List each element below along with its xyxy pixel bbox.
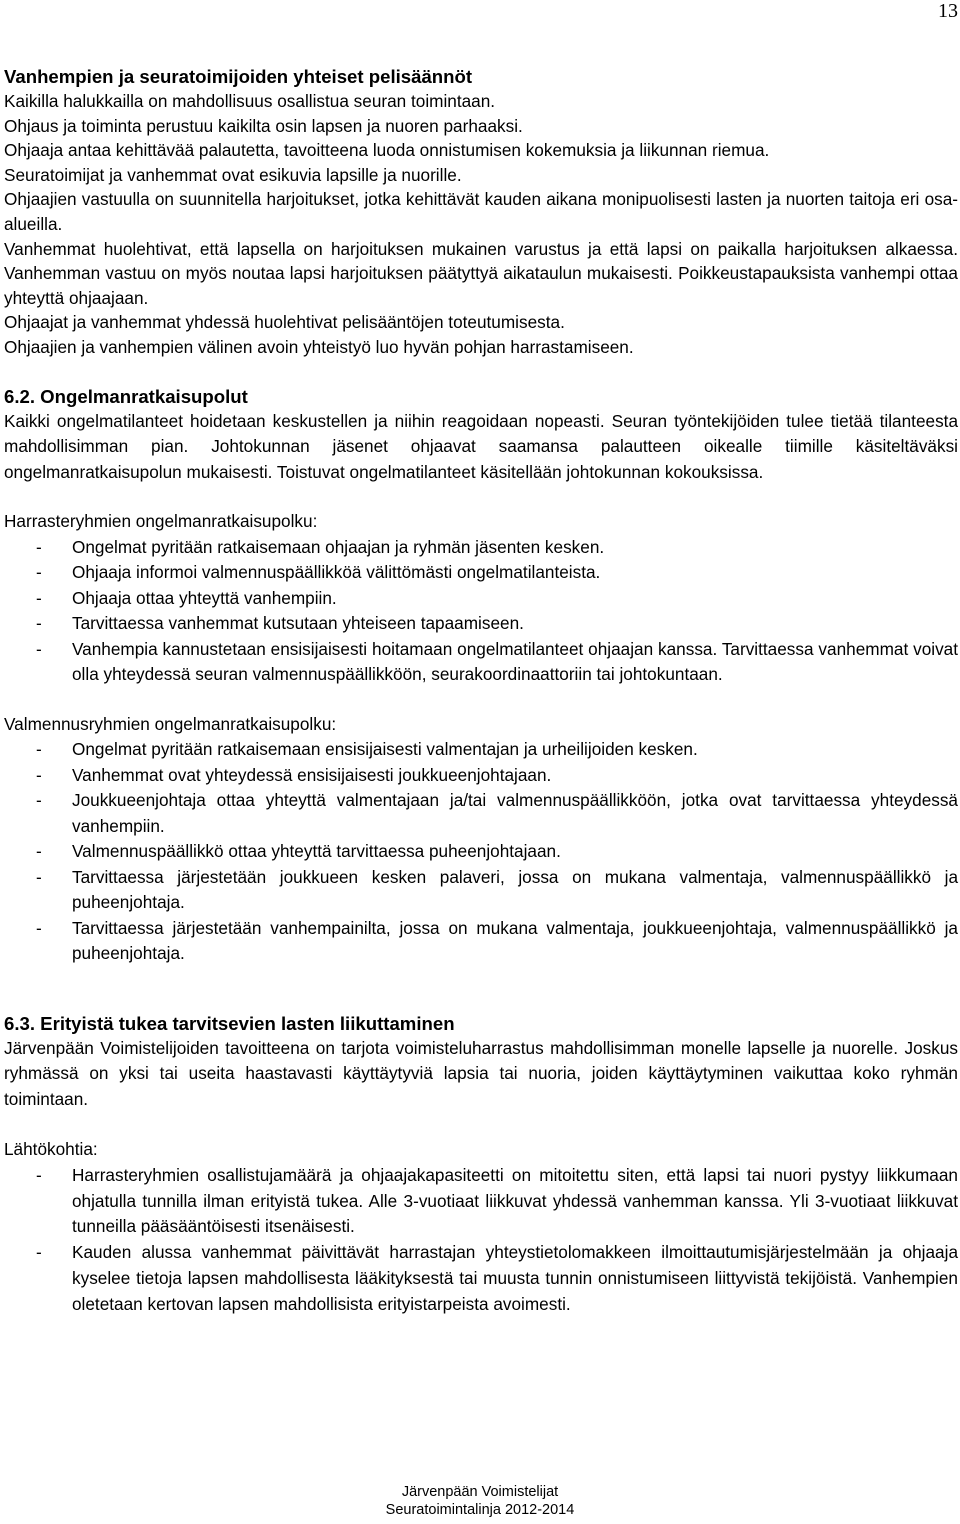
section-heading: Vanhempien ja seuratoimijoiden yhteiset pelisäännöt: [4, 66, 473, 87]
dash-list: [4, 737, 958, 967]
document-body: [4, 64, 958, 1318]
section-6-2: [4, 384, 958, 967]
list-item: - Harrasteryhmien osallistujamäärä ja ohjaajakapasiteetti on mitoitettu siten, että lapsi tai nuori pystyy liikkumaan ohjatulla tunnilla ilman erityistä tukea. Alle 3-vuotiaat liikkuvat yhdessä vanhemman kanssa. Yli 3-vuotiaat liikkuvat tunneilla pääsääntöisesti itsenäisesti.: [4, 1163, 958, 1240]
paragraph-line: Ohjaaja antaa kehittävää palautetta, tavoitteena luoda onnistumisen kokemuksia ja liikunnan riemua.: [4, 140, 770, 161]
list-item: - Tarvittaessa järjestetään vanhempainilta, jossa on mukana valmentaja, joukkueenjohtaja, valmennuspäällikkö ja puheenjohtaja.: [4, 916, 958, 967]
paragraph-line: Ohjaajien vastuulla on suunnitella harjoitukset, jotka kehittävät kauden aikana monipuolisesti lasten ja nuorten taitoja eri osa-alueilla.: [4, 189, 958, 234]
section-heading: 6.2. Ongelmanratkaisupolut: [4, 385, 248, 407]
footer-organization: Järvenpään Voimistelijat: [401, 1484, 559, 1500]
list-item: - Tarvittaessa vanhemmat kutsutaan yhteiseen tapaamiseen.: [4, 611, 958, 637]
list-item: - Ongelmat pyritään ratkaisemaan ensisijaisesti valmentajan ja urheilijoiden kesken.: [4, 737, 958, 763]
page-footer: [0, 1483, 960, 1519]
section-shared-rules: [4, 64, 958, 360]
list-item: - Ongelmat pyritään ratkaisemaan ohjaajan ja ryhmän jäsenten kesken.: [4, 535, 958, 561]
footer-document-title: Seuratoimintalinja 2012-2014: [385, 1502, 575, 1518]
list-item: - Joukkueenjohtaja ottaa yhteyttä valmentajaan ja/tai valmennuspäällikköön, jotka ovat tarvittaessa yhteydessä vanhempiin.: [4, 788, 958, 839]
list-item: - Ohjaaja informoi valmennuspäällikköä välittömästi ongelmatilanteista.: [4, 560, 958, 586]
page-number: 13: [938, 0, 958, 22]
list-item: - Vanhemmat ovat yhteydessä ensisijaisesti joukkueenjohtajaan.: [4, 763, 958, 789]
paragraph-line: Kaikilla halukkailla on mahdollisuus osallistua seuran toimintaan.: [4, 91, 496, 111]
list-item: - Valmennuspäällikkö ottaa yhteyttä tarvittaessa puheenjohtajaan.: [4, 839, 958, 865]
paragraph-line: Seuratoimijat ja vanhemmat ovat esikuvia lapsille ja nuorille.: [4, 164, 462, 185]
paragraph-line: Ohjaajien ja vanhempien välinen avoin yhteistyö luo hyvän pohjan harrastamiseen.: [4, 336, 634, 357]
section-heading: 6.3. Erityistä tukea tarvitsevien lasten liikuttaminen: [4, 1012, 455, 1034]
paragraph-line: Ohjaajat ja vanhemmat yhdessä huolehtivat pelisääntöjen toteutumisesta.: [4, 312, 565, 333]
list-label: Valmennusryhmien ongelmanratkaisupolku:: [4, 713, 337, 734]
dash-list: [4, 1163, 958, 1318]
paragraph-line: Vanhemmat huolehtivat, että lapsella on harjoituksen mukainen varustus ja että lapsi on paikalla harjoituksen alkaessa. Vanhemman vastuu on myös noutaa lapsi harjoituksen päätyttyä aikataulun mukaisesti. Poikkeustapauksista vanhempi ottaa yhteyttä ohjaajaan.: [4, 238, 958, 308]
list-label: Harrasteryhmien ongelmanratkaisupolku:: [4, 511, 318, 532]
list-label: Lähtökohtia:: [4, 1138, 98, 1159]
paragraph: Kaikki ongelmatilanteet hoidetaan keskustellen ja niihin reagoidaan nopeasti. Seuran työntekijöiden tulee tietää tilanteesta mahdollisimman pian. Johtokunnan jäsenet ohjaavat saamansa palautteen oikealle tiimille käsiteltäväksi ongelmanratkaisupolun mukaisesti. Toistuvat ongelmatilanteet käsitellään johtokunnan kokouksissa.: [4, 410, 958, 482]
dash-list: [4, 535, 958, 688]
paragraph: Järvenpään Voimistelijoiden tavoitteena on tarjota voimisteluharrastus mahdollisimman monelle lapselle ja nuorelle. Joskus ryhmässä on yksi tai useita haastavasti käyttäytyviä lapsia tai nuoria, joiden käyttäytyminen vaikuttaa koko ryhmän toimintaan.: [4, 1037, 958, 1110]
list-item: - Tarvittaessa järjestetään joukkueen kesken palaveri, jossa on mukana valmentaja, valmennuspäällikkö ja puheenjohtaja.: [4, 865, 958, 916]
list-item: - Ohjaaja ottaa yhteyttä vanhempiin.: [4, 586, 958, 612]
list-item: - Vanhempia kannustetaan ensisijaisesti hoitamaan ongelmatilanteet ohjaajan kanssa. Tarvittaessa vanhemmat voivat olla yhteydessä seuran valmennuspäällikköön, seurakoordinaattoriin tai johtokuntaan.: [4, 637, 958, 688]
paragraph-line: Ohjaus ja toiminta perustuu kaikilta osin lapsen ja nuoren parhaaksi.: [4, 115, 523, 136]
section-6-3: [4, 1011, 958, 1318]
list-item: - Kauden alussa vanhemmat päivittävät harrastajan yhteystietolomakkeen ilmoittautumisjärjestelmään ja ohjaaja kyselee tietoja lapsen mahdollisesta lääkityksestä tai muusta tunnin onnistumiseen liittyvistä tekijöistä. Vanhempien oletetaan kertovan lapsen mahdollisista erityistarpeista avoimesti.: [4, 1240, 958, 1317]
